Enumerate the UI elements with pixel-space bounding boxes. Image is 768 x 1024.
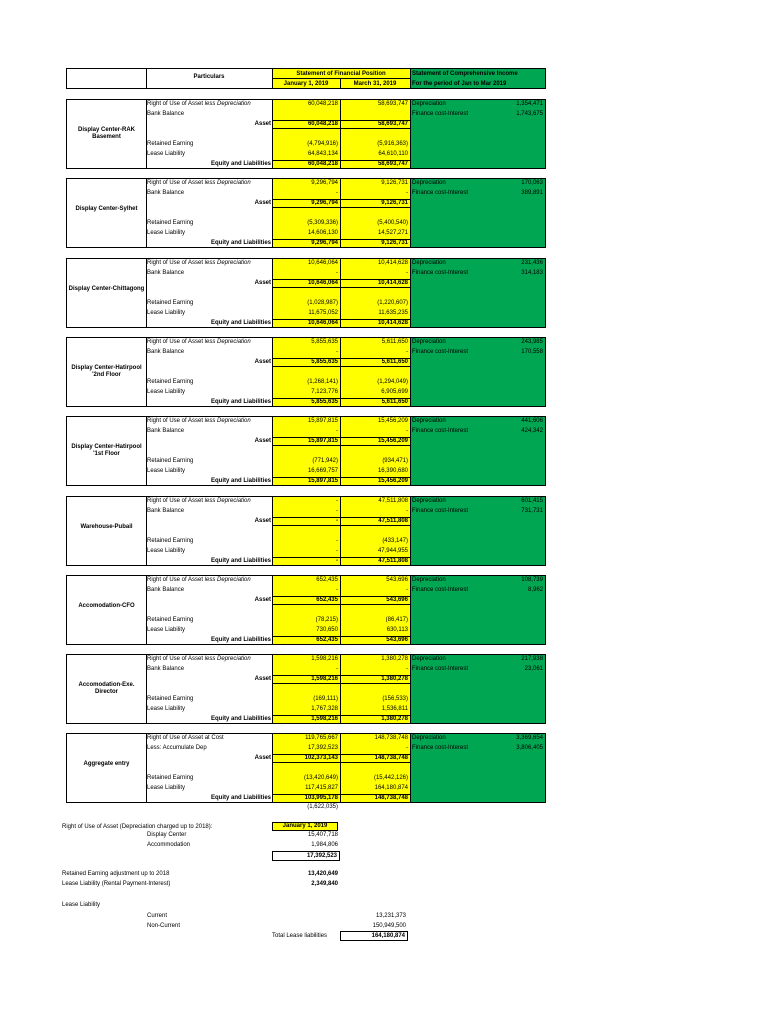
mar-ll-value: 1,536,811 bbox=[381, 706, 408, 712]
mar-eq-value: 15,456,209 bbox=[377, 478, 408, 484]
depreciation-label: Depreciation bbox=[412, 735, 446, 741]
mar-ll-value: 6,905,699 bbox=[381, 389, 408, 395]
depreciation-label: Depreciation bbox=[412, 656, 446, 662]
asset-label: Asset bbox=[254, 676, 271, 682]
mar-asset-box bbox=[340, 754, 411, 763]
rou-label-suffix: less Depreciation bbox=[204, 418, 251, 424]
jan-ll-value: 64,843,134 bbox=[307, 151, 338, 157]
re-label: Retained Earning bbox=[147, 538, 194, 544]
header-divider-4 bbox=[410, 68, 411, 89]
rou-label-suffix: less Depreciation bbox=[204, 498, 251, 504]
depreciation-label: Depreciation bbox=[412, 101, 446, 107]
jan-re-value: (1,028,987) bbox=[307, 300, 338, 306]
mar-asset-value: 148,738,748 bbox=[374, 755, 408, 761]
jan-asset-value: 9,296,794 bbox=[311, 200, 338, 206]
jan-bank-value: - bbox=[336, 428, 338, 434]
jan-re-value: (169,111) bbox=[313, 696, 338, 702]
mar-re-value: (1,220,607) bbox=[377, 300, 408, 306]
re-label: Retained Earning bbox=[147, 775, 194, 781]
re-adj-label: Retained Earning adjustment up to 2018 bbox=[62, 871, 170, 877]
jan-eq-box bbox=[272, 319, 341, 328]
mar-asset-value: 10,414,628 bbox=[377, 280, 408, 286]
jan-bank-value: - bbox=[336, 666, 338, 672]
jan-asset-value: 102,373,143 bbox=[304, 755, 338, 761]
ll-label: Lease Liability bbox=[147, 389, 186, 395]
mar-asset-box bbox=[340, 596, 411, 605]
mar-ll-value: 47,944,955 bbox=[377, 548, 408, 554]
rou-label-suffix: less Depreciation bbox=[204, 180, 251, 186]
finance-cost-value: 8,962 bbox=[527, 587, 543, 593]
jan-bank-value: - bbox=[336, 190, 338, 196]
ll-label: Lease Liability bbox=[147, 468, 186, 474]
accommodation-label: Accommodation bbox=[147, 842, 191, 848]
mar-bank-value: - bbox=[406, 745, 408, 751]
finance-cost-label: Finance cost-Interest bbox=[412, 587, 469, 593]
bank-label: Bank Balance bbox=[147, 587, 185, 593]
depreciation-label: Depreciation bbox=[412, 577, 446, 583]
ll-label: Lease Liability bbox=[147, 310, 186, 316]
jan-asset-value: 652,435 bbox=[316, 597, 338, 603]
mar-re-value: (433,147) bbox=[382, 538, 408, 544]
ll-rental-label: Lease Liability (Rental Payment-Interest) bbox=[62, 881, 171, 887]
jan-bank-value: - bbox=[336, 508, 338, 514]
mar-rou-value: 15,456,209 bbox=[377, 418, 408, 424]
finance-cost-label: Finance cost-Interest bbox=[412, 270, 469, 276]
jan-asset-box bbox=[272, 517, 341, 526]
re-label: Retained Earning bbox=[147, 300, 194, 306]
jan-asset-box bbox=[272, 596, 341, 605]
mar-eq-value: 47,511,808 bbox=[378, 558, 408, 564]
jan-re-value: (5,309,336) bbox=[307, 220, 338, 226]
rou-total-cell: 17,392,523 bbox=[272, 851, 340, 861]
jan-asset-box bbox=[272, 754, 341, 763]
mar-bank-value bbox=[341, 109, 408, 119]
jan-bank-value bbox=[272, 109, 338, 119]
mar-ll-value: 14,527,271 bbox=[377, 230, 408, 236]
asset-label: Asset bbox=[254, 121, 271, 127]
jan-asset-value: 60,048,218 bbox=[307, 121, 338, 127]
mar-asset-box bbox=[340, 517, 411, 526]
eq-label: Equity and Liabilities bbox=[210, 161, 271, 167]
rou-label-suffix: less Depreciation bbox=[204, 577, 251, 583]
eq-label: Equity and Liabilities bbox=[210, 558, 271, 564]
jan-rou-value: 15,897,815 bbox=[307, 418, 338, 424]
jan-eq-box bbox=[272, 398, 341, 407]
ll-label: Lease Liability bbox=[147, 548, 186, 554]
mar-bank-value: - bbox=[406, 587, 408, 593]
asset-label: Asset bbox=[254, 438, 271, 444]
mar-re-value: (5,400,540) bbox=[377, 220, 408, 226]
jan-eq-value: 103,995,178 bbox=[304, 795, 338, 801]
mar-asset-box bbox=[340, 675, 411, 684]
ll-label: Lease Liability bbox=[147, 627, 186, 633]
rou-label bbox=[147, 337, 251, 347]
jan-eq-value: 10,646,064 bbox=[307, 320, 338, 326]
jan-rou-value: 5,855,635 bbox=[311, 339, 338, 345]
jan-asset-box bbox=[272, 675, 341, 684]
re-adj-value: 13,420,649 bbox=[307, 871, 338, 877]
depreciation-value: 441,606 bbox=[521, 418, 543, 424]
mar-eq-box bbox=[340, 319, 411, 328]
jan-rou-value: 60,048,218 bbox=[307, 101, 338, 107]
finance-cost-label: Finance cost-Interest bbox=[412, 666, 469, 672]
mar-asset-value: 15,456,209 bbox=[377, 438, 408, 444]
asset-label: Asset bbox=[254, 518, 271, 524]
current-label: Current bbox=[147, 913, 168, 919]
current-value: 13,231,373 bbox=[375, 913, 406, 919]
finance-cost-value: 170,558 bbox=[521, 349, 543, 355]
mar-asset-value: 543,696 bbox=[386, 597, 408, 603]
jan-eq-value: 60,048,218 bbox=[307, 161, 338, 167]
asset-label: Asset bbox=[254, 755, 271, 761]
depreciation-value: 3,369,654 bbox=[516, 735, 543, 741]
mar-asset-box bbox=[340, 120, 411, 129]
mar-re-value: (1,294,049) bbox=[377, 379, 408, 385]
mar-rou-value: 58,693,747 bbox=[377, 101, 408, 107]
ll-rental-value: 2,349,840 bbox=[311, 881, 338, 887]
jan-ll-value: 11,675,052 bbox=[308, 310, 338, 316]
noncurrent-value: 150,949,500 bbox=[372, 923, 406, 929]
jan-re-value: (13,420,649) bbox=[303, 775, 338, 781]
mar-rou-value: 9,126,731 bbox=[381, 180, 408, 186]
rou-label-text: Right of Use of Asset bbox=[147, 339, 205, 345]
depreciation-value: 170,063 bbox=[521, 180, 543, 186]
depreciation-value: 231,436 bbox=[521, 260, 543, 266]
jan-asset-value: 15,897,815 bbox=[307, 438, 338, 444]
col-jan-header: January 1, 2019 bbox=[283, 81, 329, 87]
jan-ll-value: 7,123,776 bbox=[311, 389, 338, 395]
re-label: Retained Earning bbox=[147, 220, 194, 226]
bank-label: Less: Accumulate Dep bbox=[147, 745, 207, 751]
finance-cost-value: 731,731 bbox=[521, 508, 543, 514]
mar-asset-box bbox=[340, 437, 411, 446]
jan-eq-value: 9,296,794 bbox=[311, 240, 338, 246]
rou-label-text: Right of Use of Asset at Cost bbox=[147, 735, 224, 741]
ll-label: Lease Liability bbox=[147, 785, 186, 791]
rou-label bbox=[147, 99, 251, 109]
jan-asset-box bbox=[272, 279, 341, 288]
jan-bank-value: - bbox=[336, 587, 338, 593]
jan-ll-value: 117,415,827 bbox=[305, 785, 338, 791]
ll-label: Lease Liability bbox=[147, 706, 186, 712]
jan-eq-value: 5,855,635 bbox=[311, 399, 338, 405]
jan-eq-box bbox=[272, 636, 341, 645]
lease-liability-title: Lease Liability bbox=[62, 902, 101, 908]
jan-re-value: (771,942) bbox=[312, 458, 338, 464]
mar-bank-value: - bbox=[406, 508, 408, 514]
jan-rou-value: 119,765,667 bbox=[305, 735, 338, 741]
mar-rou-value: 10,414,628 bbox=[377, 260, 408, 266]
finance-cost-value: 314,183 bbox=[521, 270, 543, 276]
jan-re-value: (78,215) bbox=[315, 617, 338, 623]
particulars-header: Particulars bbox=[193, 74, 225, 80]
mar-eq-value: 543,696 bbox=[386, 637, 408, 643]
jan-ll-value: 14,606,130 bbox=[307, 230, 338, 236]
finance-cost-label: Finance cost-Interest bbox=[412, 428, 469, 434]
ll-label: Lease Liability bbox=[147, 151, 186, 157]
col-mar-header: March 31, 2019 bbox=[353, 81, 397, 87]
jan-rou-value: 1,598,216 bbox=[311, 656, 338, 662]
rou-label-text: Right of Use of Asset bbox=[147, 260, 205, 266]
eq-label: Equity and Liabilities bbox=[210, 637, 271, 643]
mar-eq-box bbox=[340, 398, 411, 407]
bank-label: Bank Balance bbox=[147, 111, 185, 117]
mar-asset-box bbox=[340, 199, 411, 208]
mar-bank-value: - bbox=[406, 428, 408, 434]
mar-asset-value: 58,693,747 bbox=[377, 121, 408, 127]
asset-label: Asset bbox=[254, 597, 271, 603]
jan-asset-value: 5,855,635 bbox=[311, 359, 338, 365]
mar-ll-value: 16,390,680 bbox=[377, 468, 408, 474]
jan-asset-box bbox=[272, 120, 341, 129]
rou-label bbox=[147, 416, 251, 426]
rou-label-suffix: less Depreciation bbox=[204, 101, 251, 107]
jan-rou-value: 9,296,794 bbox=[311, 180, 338, 186]
accommodation-value: 1,984,806 bbox=[311, 842, 338, 848]
rou-label-text: Right of Use of Asset bbox=[147, 418, 205, 424]
depreciation-label: Depreciation bbox=[412, 180, 446, 186]
rou-label-text: Right of Use of Asset bbox=[147, 101, 205, 107]
depreciation-label: Depreciation bbox=[412, 339, 446, 345]
jan-re-value: - bbox=[336, 538, 338, 544]
depreciation-value: 217,938 bbox=[521, 656, 543, 662]
mar-asset-value: 5,611,650 bbox=[381, 359, 408, 365]
ll-label: Lease Liability bbox=[147, 230, 186, 236]
jan-asset-value: 1,598,216 bbox=[311, 676, 338, 682]
re-label: Retained Earning bbox=[147, 696, 194, 702]
rou-label bbox=[147, 575, 251, 585]
mar-eq-box bbox=[340, 794, 411, 803]
jan-re-value: (1,268,141) bbox=[307, 379, 338, 385]
jan-eq-value: 1,598,216 bbox=[311, 716, 338, 722]
rou-label bbox=[147, 733, 224, 743]
jan-ll-value: - bbox=[336, 548, 338, 554]
display-center-value: 15,407,718 bbox=[307, 832, 338, 838]
eq-label: Equity and Liabilities bbox=[210, 399, 271, 405]
mar-asset-value: 9,126,731 bbox=[381, 200, 408, 206]
display-center-label: Display Center bbox=[147, 832, 187, 838]
asset-label: Asset bbox=[254, 280, 271, 286]
mar-asset-box bbox=[340, 358, 411, 367]
section-name: Display Center-Sylhet bbox=[75, 206, 138, 212]
bank-label: Bank Balance bbox=[147, 349, 185, 355]
jan-bank-value: 17,392,523 bbox=[307, 745, 338, 751]
jan-asset-value: 10,646,064 bbox=[307, 280, 338, 286]
jan-eq-box bbox=[272, 477, 341, 486]
total-lease-value: 164,180,874 bbox=[340, 931, 408, 941]
jan-rou-value: 10,646,064 bbox=[307, 260, 338, 266]
eq-label: Equity and Liabilities bbox=[210, 795, 271, 801]
mar-eq-box bbox=[340, 636, 411, 645]
section-name: Display Center-Hatirpool '1st Floor bbox=[71, 444, 142, 457]
mar-rou-value: 543,696 bbox=[386, 577, 408, 583]
mar-rou-value: 5,611,650 bbox=[381, 339, 408, 345]
jan-asset-box bbox=[272, 199, 341, 208]
mar-re-value: (156,533) bbox=[382, 696, 408, 702]
mar-bank-value: - bbox=[406, 190, 408, 196]
finance-cost-value: 424,342 bbox=[521, 428, 543, 434]
mar-asset-box bbox=[340, 279, 411, 288]
mar-eq-box bbox=[340, 477, 411, 486]
finance-cost-label: Finance cost-Interest bbox=[412, 349, 469, 355]
rou-label-suffix: less Depreciation bbox=[204, 339, 251, 345]
section-name: Warehouse-Pubail bbox=[80, 524, 133, 530]
depreciation-value: 108,739 bbox=[521, 577, 543, 583]
rou-label-text: Right of Use of Asset bbox=[147, 498, 205, 504]
section-name: Accomodation-Exe. Director bbox=[78, 682, 135, 695]
mar-rou-value: 148,738,748 bbox=[374, 735, 408, 741]
finance-cost-label: Finance cost-Interest bbox=[412, 190, 469, 196]
depreciation-value: 1,354,471 bbox=[516, 101, 543, 107]
mar-re-value: (86,417) bbox=[385, 617, 408, 623]
re-label: Retained Earning bbox=[147, 458, 194, 464]
mar-re-value: (5,916,363) bbox=[377, 141, 408, 147]
mar-eq-value: 5,611,650 bbox=[381, 399, 408, 405]
mar-ll-value: 164,180,874 bbox=[374, 785, 408, 791]
mar-ll-value: 630,113 bbox=[386, 627, 408, 633]
mar-ll-value: 64,610,110 bbox=[378, 151, 408, 157]
mar-ll-value: 11,635,235 bbox=[378, 310, 408, 316]
section-name: Display Center-Hatirpool '2nd Floor bbox=[71, 365, 142, 378]
finance-cost-label: Finance cost-Interest bbox=[412, 745, 469, 751]
asset-label: Asset bbox=[254, 359, 271, 365]
asset-label: Asset bbox=[254, 200, 271, 206]
jan-ll-value: 730,650 bbox=[316, 627, 338, 633]
mar-bank-value: - bbox=[406, 270, 408, 276]
section-name: Aggregate entry bbox=[83, 761, 130, 767]
bank-label: Bank Balance bbox=[147, 428, 185, 434]
mar-re-value: (15,442,126) bbox=[373, 775, 408, 781]
jan-eq-box bbox=[272, 715, 341, 724]
mar-bank-value: - bbox=[406, 666, 408, 672]
jan-rou-value: 652,435 bbox=[316, 577, 338, 583]
jan-ll-value: 1,767,328 bbox=[311, 706, 338, 712]
rou-label-text: Right of Use of Asset bbox=[147, 577, 205, 583]
rou-label-text: Right of Use of Asset bbox=[147, 656, 205, 662]
depreciation-label: Depreciation bbox=[412, 418, 446, 424]
mar-asset-value: 47,511,808 bbox=[378, 518, 408, 524]
re-label: Retained Earning bbox=[147, 379, 194, 385]
eq-label: Equity and Liabilities bbox=[210, 240, 271, 246]
section-name: Accomodation-CFO bbox=[78, 603, 135, 609]
bank-label: Bank Balance bbox=[147, 666, 185, 672]
below-jan-value: (1,622,035) bbox=[307, 804, 338, 810]
jan-eq-box bbox=[272, 557, 341, 566]
bank-label: Bank Balance bbox=[147, 270, 185, 276]
mar-eq-value: 58,693,747 bbox=[377, 161, 408, 167]
mar-eq-value: 148,738,748 bbox=[374, 795, 408, 801]
mar-rou-value: 1,380,278 bbox=[381, 656, 408, 662]
jan-eq-value: 15,897,815 bbox=[307, 478, 338, 484]
re-label: Retained Earning bbox=[147, 141, 194, 147]
depreciation-value: 243,985 bbox=[521, 339, 543, 345]
finance-cost-value: 1,743,675 bbox=[516, 111, 543, 117]
finance-cost-value: 3,806,405 bbox=[516, 745, 543, 751]
section-name: Display Center-RAK Basement bbox=[77, 127, 135, 140]
depreciation-label: Depreciation bbox=[412, 498, 446, 504]
summary-date-cell: January 1, 2019 bbox=[272, 822, 338, 831]
total-lease-label: Total Lease liabilities bbox=[272, 933, 328, 939]
mar-rou-value: 47,511,808 bbox=[378, 498, 408, 504]
rou-label-suffix: less Depreciation bbox=[204, 656, 251, 662]
depreciation-label: Depreciation bbox=[412, 260, 446, 266]
noncurrent-label: Non-Current bbox=[147, 923, 181, 929]
finance-cost-value: 389,891 bbox=[521, 190, 543, 196]
mar-eq-box bbox=[340, 239, 411, 248]
sci-title: Statement of Comprehensive Income bbox=[412, 71, 518, 77]
mar-eq-value: 1,380,278 bbox=[381, 716, 408, 722]
jan-ll-value: 16,669,757 bbox=[307, 468, 338, 474]
eq-label: Equity and Liabilities bbox=[210, 320, 271, 326]
jan-eq-value: 652,435 bbox=[316, 637, 338, 643]
rou-label-suffix: less Depreciation bbox=[204, 260, 251, 266]
sci-period: For the period of Jan to Mar 2019 bbox=[412, 81, 507, 87]
finance-cost-label: Finance cost-Interest bbox=[412, 111, 469, 117]
rou-label-text: Right of Use of Asset bbox=[147, 180, 205, 186]
rou-label bbox=[147, 178, 251, 188]
bank-label: Bank Balance bbox=[147, 508, 185, 514]
jan-bank-value: - bbox=[336, 270, 338, 276]
rou-label bbox=[147, 258, 251, 268]
jan-asset-box bbox=[272, 437, 341, 446]
finance-cost-label: Finance cost-Interest bbox=[412, 508, 469, 514]
re-label: Retained Earning bbox=[147, 617, 194, 623]
eq-label: Equity and Liabilities bbox=[210, 716, 271, 722]
jan-rou-value: - bbox=[336, 498, 338, 504]
jan-asset-box bbox=[272, 358, 341, 367]
jan-bank-value: - bbox=[336, 349, 338, 355]
mar-eq-box bbox=[340, 715, 411, 724]
jan-re-value: (4,794,916) bbox=[307, 141, 338, 147]
mar-eq-value: 10,414,628 bbox=[377, 320, 408, 326]
mar-eq-box bbox=[340, 160, 411, 169]
mar-asset-value: 1,380,278 bbox=[381, 676, 408, 682]
jan-eq-value: - bbox=[336, 558, 338, 564]
jan-eq-box bbox=[272, 160, 341, 169]
jan-asset-value: - bbox=[336, 518, 338, 524]
rou-label bbox=[147, 496, 251, 506]
depreciation-value: 601,415 bbox=[521, 498, 543, 504]
sfp-title: Statement of Financial Position bbox=[296, 71, 386, 77]
mar-eq-value: 9,126,731 bbox=[381, 240, 408, 246]
eq-label: Equity and Liabilities bbox=[210, 478, 271, 484]
section-name: Display Center-Chittagong bbox=[68, 286, 145, 292]
header-hline bbox=[272, 78, 410, 79]
rou-label bbox=[147, 654, 251, 664]
mar-re-value: (934,471) bbox=[382, 458, 408, 464]
rou-summary-title: Right of Use of Asset (Depreciation charged up to 2018): bbox=[62, 824, 213, 830]
bank-label: Bank Balance bbox=[147, 190, 185, 196]
mar-bank-value: - bbox=[406, 349, 408, 355]
jan-eq-box bbox=[272, 239, 341, 248]
finance-cost-value: 23,061 bbox=[524, 666, 543, 672]
mar-eq-box bbox=[340, 557, 411, 566]
